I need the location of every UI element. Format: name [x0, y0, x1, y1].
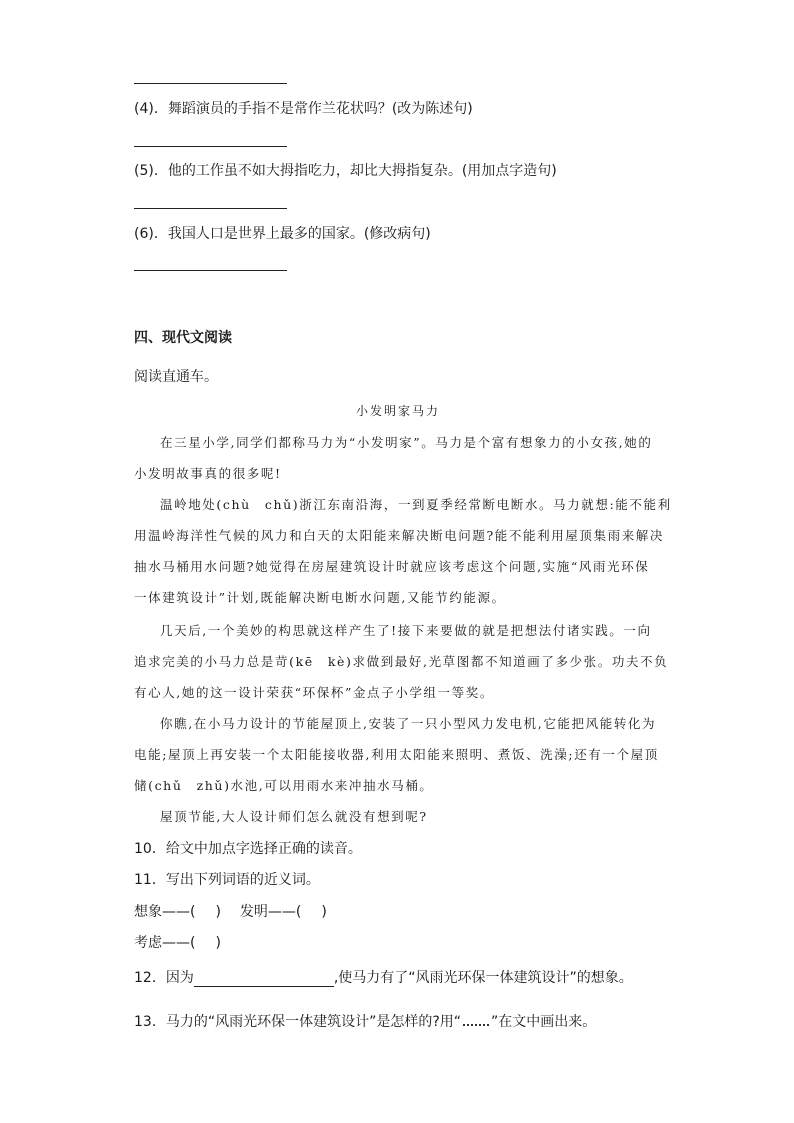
synonym-row-1 [134, 901, 327, 921]
passage-line: 储(chǔ zhǔ)水池,可以用雨水来冲抽水马桶。 [134, 778, 434, 793]
passage-line: 几天后,一个美妙的构思就这样产生了!接下来要做的就是把想法付诸实践。一向 [160, 623, 652, 638]
question-12-suffix: ,使马力有了“风雨光环保一体建筑设计”的想象。 [333, 970, 633, 986]
passage-line: 有心人,她的这一设计荣获“环保杯”金点子小学组一等奖。 [134, 685, 494, 700]
passage-line: 一体建筑设计”计划,既能解决断电断水问题,又能节约能源。 [134, 590, 506, 605]
section-intro: 阅读直通车。 [134, 369, 218, 385]
passage-line: 用温岭海洋性气候的风力和白天的太阳能来解决断电问题?能不能利用屋顶集雨来解决 [134, 528, 665, 543]
question-11: 11．写出下列词语的近义词。 [134, 872, 320, 888]
answer-line-5[interactable] [134, 208, 287, 209]
question-12-prefix: 12．因为 [134, 970, 194, 986]
passage-line: 抽水马桶用水问题?她觉得在房屋建筑设计时就应该考虑这个问题,实施“风雨光环保 [134, 559, 650, 574]
question-10: 10．给文中加点字选择正确的读音。 [134, 841, 362, 857]
answer-line-3[interactable] [134, 83, 287, 84]
question-13-suffix: ”在文中画出来。 [491, 1014, 597, 1030]
passage-line: 温岭地处(chù chǔ)浙江东南沿海，一到夏季经常断电断水。马力就想:能不能利 [160, 497, 672, 512]
question-5: (5)．他的工作虽不如大拇指吃力，却比大拇指复杂。(用加点字造句) [134, 163, 557, 179]
passage-title: 小发明家马力 [356, 404, 441, 418]
passage-line: 追求完美的小马力总是苛(kē kè)求做到最好,光草图都不知道画了多少张。功夫不负 [134, 654, 669, 669]
synonym-word-2: 发明——( [239, 904, 302, 920]
question-6: (6)．我国人口是世界上最多的国家。(修改病句) [134, 226, 431, 242]
wavy-underline-mark [463, 1024, 489, 1026]
section-heading: 四、现代文阅读 [134, 330, 232, 346]
synonym-word-1: 想象——( [134, 904, 196, 920]
close-paren: ) [321, 904, 327, 920]
question-12 [134, 967, 633, 987]
question-12-blank[interactable] [194, 970, 334, 987]
synonym-word-3: 考虑——( [134, 935, 196, 951]
passage-line: 你瞧,在小马力设计的节能屋顶上,安装了一只小型风力发电机,它能把风能转化为 [160, 716, 657, 731]
passage-line: 屋顶节能,大人设计师们怎么就没有想到呢? [160, 809, 428, 824]
passage-line: 小发明故事真的很多呢! [134, 466, 282, 481]
question-4: (4)．舞蹈演员的手指不是常作兰花状吗？(改为陈述句) [134, 101, 473, 117]
close-paren: ) [215, 904, 221, 920]
close-paren: ) [215, 935, 221, 951]
question-13 [134, 1011, 596, 1031]
passage-line: 电能;屋顶上再安装一个太阳能接收器,利用太阳能来照明、煮饭、洗澡;还有一个屋顶 [134, 747, 659, 762]
answer-line-6[interactable] [134, 270, 287, 271]
synonym-row-2 [134, 932, 221, 952]
question-13-prefix: 13．马力的“风雨光环保一体建筑设计”是怎样的?用“ [134, 1014, 462, 1030]
passage-line: 在三星小学,同学们都称马力为“小发明家”。马力是个富有想象力的小女孩,她的 [160, 435, 653, 450]
answer-line-4[interactable] [134, 146, 287, 147]
